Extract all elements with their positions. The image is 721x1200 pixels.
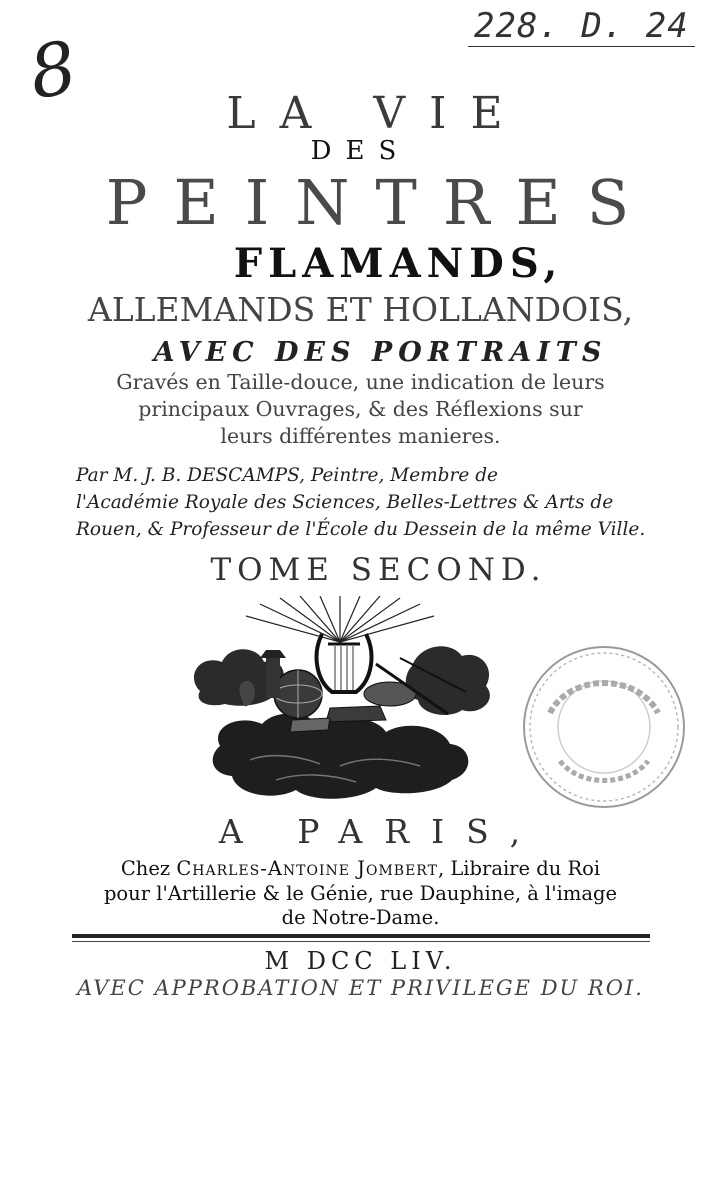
- publisher-name: Charles-Antoine Jombert: [176, 857, 438, 880]
- imprint-line-2: pour l'Artillerie & le Génie, rue Dauphine, à l'image: [103, 882, 618, 905]
- title-line-la-vie: LA VIE: [226, 88, 527, 139]
- author-line-2: l'Académie Royale des Sciences, Belles-Lettres & Arts de: [76, 492, 614, 513]
- imprint-rule-thin: [72, 941, 650, 942]
- title-line-peintres: PEINTRES: [105, 166, 656, 239]
- author-line-3: Rouen, & Professeur de l'École du Dessein de la même Ville.: [76, 519, 646, 540]
- imprint-line-3: de Notre-Dame.: [281, 906, 440, 929]
- imprint-line-1-rest: , Libraire du Roi: [437, 857, 601, 880]
- subtitle-line-1: Gravés en Taille-douce, une indication de leurs: [116, 370, 605, 394]
- title-line-allemands: ALLEMANDS ET HOLLANDOIS,: [87, 290, 634, 329]
- author-line-1: Par M. J. B. DESCAMPS, Peintre, Membre de: [76, 465, 498, 486]
- volume-label: TOME SECOND.: [210, 552, 547, 588]
- subtitle-line-3: leurs différentes manieres.: [220, 424, 501, 448]
- shelfmark: 228. D. 24: [468, 6, 695, 47]
- imprint-rule-thick: [72, 934, 650, 938]
- subtitle-line-2: principaux Ouvrages, & des Réflexions sur: [138, 397, 583, 421]
- title-line-des: DES: [310, 136, 411, 166]
- handwritten-number: 8: [23, 24, 83, 116]
- imprint-chez: Chez: [120, 857, 171, 880]
- library-stamp-icon: [520, 643, 688, 811]
- imprint-line-1: [0, 857, 721, 880]
- imprint-city: A PARIS,: [218, 812, 543, 851]
- lyre-globe-arts-vignette-icon: [180, 596, 500, 806]
- title-line-portraits: AVEC DES PORTRAITS: [153, 337, 608, 368]
- publication-date: M DCC LIV.: [264, 947, 457, 975]
- title-line-flamands: FLAMANDS,: [233, 240, 564, 287]
- privilege-line: AVEC APPROBATION ET PRIVILEGE DU ROI.: [77, 976, 644, 1000]
